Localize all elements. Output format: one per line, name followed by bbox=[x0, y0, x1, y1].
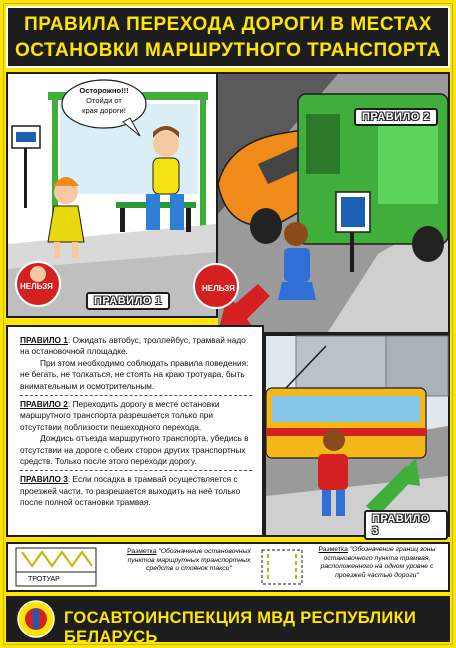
marking-2-description bbox=[308, 546, 446, 580]
rule-2-tag: ПРАВИЛО 2 bbox=[354, 108, 438, 126]
marking-1-label: Разметка bbox=[127, 548, 157, 555]
marking-2-text: "Обозначение границ зоны остановочного пункта трамвая, расположенного на одном уровне с проезжей частью дороги" bbox=[320, 546, 436, 579]
scene-bus-stop bbox=[6, 72, 218, 318]
traffic-police-emblem-icon bbox=[16, 599, 56, 639]
speech-line-1: Осторожно!!! bbox=[79, 86, 129, 95]
rule-3-body: : Если посадка в трамвай осуществляется с проезжей части, то разрешается выходить на неё только после полной остановки трамвая. bbox=[20, 474, 241, 508]
poster-title bbox=[6, 6, 450, 68]
marking-1-description bbox=[126, 548, 252, 574]
rule-2-heading: ПРАВИЛО 2 bbox=[20, 399, 68, 410]
rule-1-paragraph-2: При этом необходимо соблюдать правила поведения: не бегать, не толкаться, не стоять на краю тротуара, быть внимательным и осмотрительным. bbox=[20, 357, 249, 391]
marking-1-text: "Обозначение остановочных пунктов маршрутных транспортных средств и стоянок такси" bbox=[127, 548, 251, 573]
rules-text-box bbox=[6, 325, 264, 537]
rule-3-text bbox=[20, 474, 252, 508]
title-line-2: ОСТАНОВКИ МАРШРУТНОГО ТРАНСПОРТА bbox=[15, 40, 441, 61]
divider bbox=[20, 470, 252, 471]
rule-1-heading: ПРАВИЛО 1 bbox=[20, 335, 68, 345]
poster-footer bbox=[6, 596, 450, 646]
speech-line-3: края дороги! bbox=[82, 106, 126, 115]
rule-3-heading: ПРАВИЛО 3 bbox=[20, 474, 68, 485]
tram-illustration bbox=[266, 336, 448, 535]
rule-1-text bbox=[20, 335, 252, 358]
speech-bubble-text bbox=[68, 86, 140, 116]
rule-2-paragraph-2: Дождись отъезда маршрутного транспорта, убедись в отсутствии на дороге с обеих сторон других транспортных средств. Только после этого переходи дорогу. bbox=[20, 433, 249, 467]
scene-crossing bbox=[202, 72, 450, 334]
rule-2-text bbox=[20, 399, 252, 433]
rule-1-tag: ПРАВИЛО 1 bbox=[86, 292, 170, 310]
nelzya-badge-2: НЕЛЬЗЯ bbox=[202, 284, 235, 293]
speech-line-2: Отойди от bbox=[86, 96, 122, 105]
marking-legend bbox=[6, 542, 450, 592]
footer-text: ГОСАВТОИНСПЕКЦИЯ МВД РЕСПУБЛИКИ БЕЛАРУСЬ bbox=[64, 609, 417, 646]
scene-tram bbox=[264, 334, 450, 537]
nelzya-badge-1: НЕЛЬЗЯ bbox=[20, 282, 53, 291]
divider bbox=[20, 395, 252, 396]
title-line-1: ПРАВИЛА ПЕРЕХОДА ДОРОГИ В МЕСТАХ bbox=[24, 14, 432, 35]
sidewalk-label: ТРОТУАР bbox=[28, 576, 60, 583]
rule-2-body: : Переходить дорогу в месте остановки маршрутного транспорта разрешается только при отсутствии поблизости пешеходного перехода. bbox=[20, 399, 220, 432]
rule-3-tag: ПРАВИЛО 3 bbox=[364, 510, 448, 540]
marking-2-label: Разметка bbox=[318, 546, 348, 553]
rule-1-body: : Ожидать автобус, троллейбус, трамвай надо на остановочной площадке. bbox=[20, 335, 246, 357]
